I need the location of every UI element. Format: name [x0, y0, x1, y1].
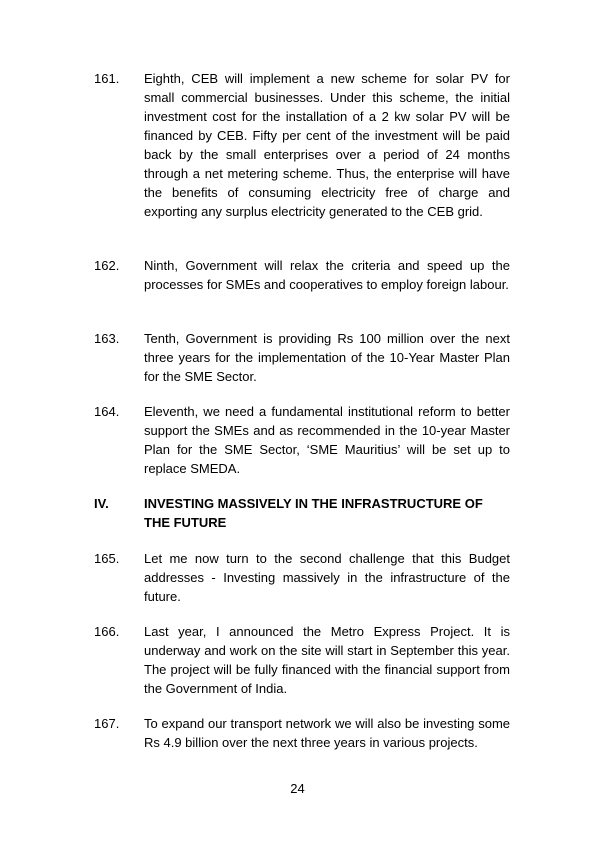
- paragraph-number: 164.: [94, 404, 120, 419]
- paragraph-number: 165.: [94, 551, 120, 566]
- paragraph-number: 162.: [94, 258, 120, 273]
- paragraph-166: [94, 622, 510, 698]
- paragraph-number: 167.: [94, 716, 120, 731]
- paragraph-165: [94, 549, 510, 606]
- section-number: IV.: [94, 496, 109, 511]
- paragraph-text: Eighth, CEB will implement a new scheme for solar PV for small commercial businesses. Under this scheme, the initial investment cost for the installation of a 2 kw solar PV will be financed by CEB. Fifty per cent of the investment will be paid back by the small enterprises over a period of 24 months through a net metering scheme. Thus, the enterprise will have the benefits of consuming electricity free of charge and exporting any surplus electricity generated to the CEB grid.: [144, 71, 510, 219]
- paragraph-number: 161.: [94, 71, 120, 86]
- paragraph-text: Let me now turn to the second challenge that this Budget addresses - Investing massively in the infrastructure of the future.: [144, 551, 510, 604]
- paragraph-167: [94, 714, 510, 752]
- paragraph-163: [94, 329, 510, 386]
- section-heading-iv: [94, 494, 510, 532]
- section-title: INVESTING MASSIVELY IN THE INFRASTRUCTURE OF THE FUTURE: [144, 496, 483, 530]
- paragraph-text: Tenth, Government is providing Rs 100 million over the next three years for the implementation of the 10-Year Master Plan for the SME Sector.: [144, 331, 510, 384]
- paragraph-162: [94, 256, 510, 294]
- paragraph-161: [94, 69, 510, 221]
- page-number: 24: [290, 781, 305, 796]
- paragraph-164: [94, 402, 510, 478]
- paragraph-text: To expand our transport network we will also be investing some Rs 4.9 billion over the next three years in various projects.: [144, 716, 510, 750]
- paragraph-number: 166.: [94, 624, 120, 639]
- paragraph-text: Ninth, Government will relax the criteria and speed up the processes for SMEs and cooperatives to employ foreign labour.: [144, 258, 510, 292]
- paragraph-text: Eleventh, we need a fundamental institutional reform to better support the SMEs and as recommended in the 10-year Master Plan for the SME Sector, ‘SME Mauritius’ will be set up to replace SMEDA.: [144, 404, 510, 476]
- paragraph-number: 163.: [94, 331, 120, 346]
- paragraph-text: Last year, I announced the Metro Express Project. It is underway and work on the site will start in September this year. The project will be fully financed with the financial support from the Government of India.: [144, 624, 510, 696]
